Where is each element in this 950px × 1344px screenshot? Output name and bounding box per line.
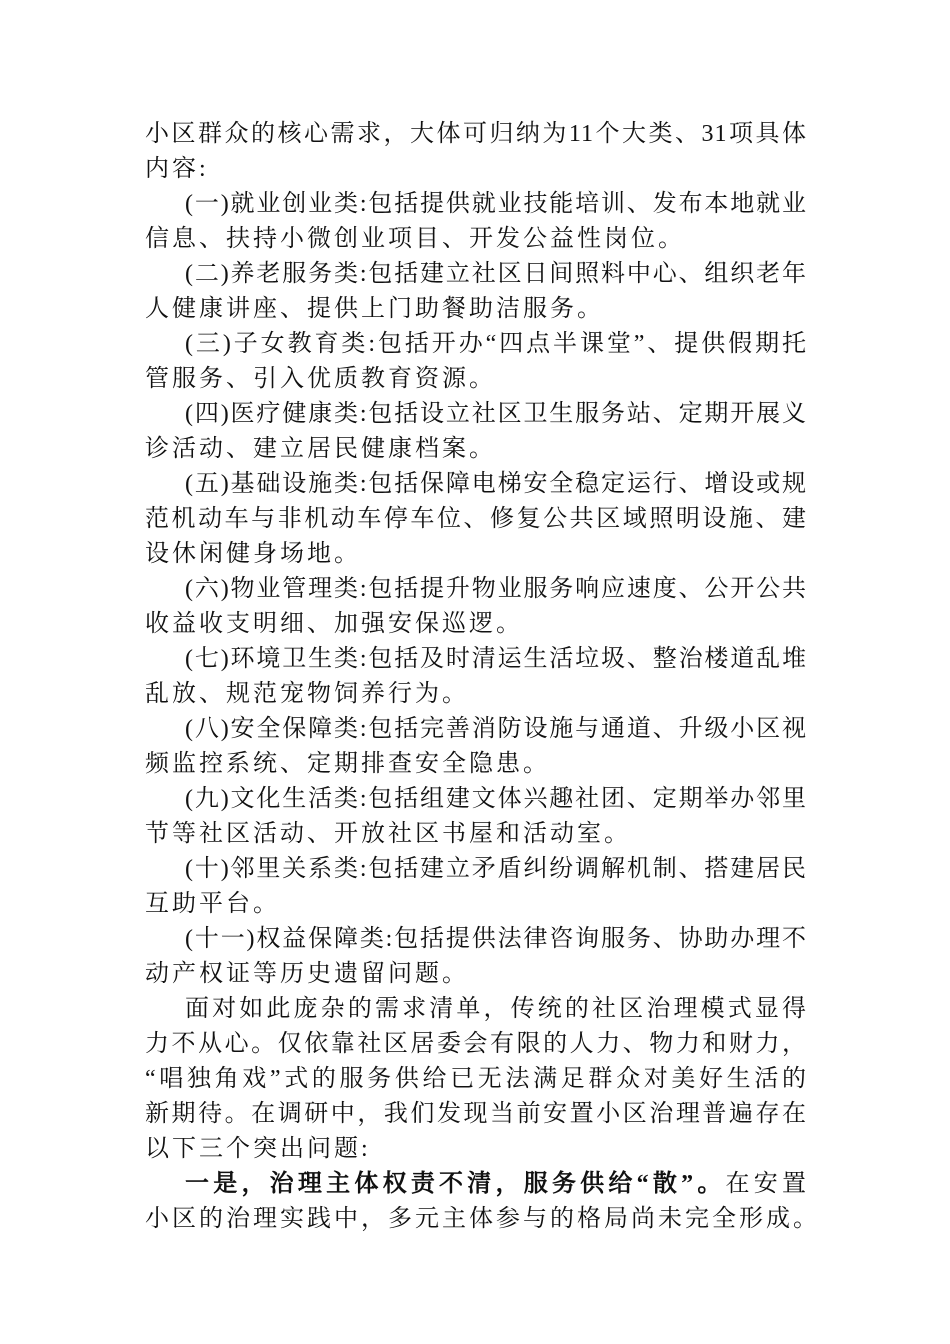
paragraph bbox=[145, 467, 807, 572]
paragraph bbox=[145, 327, 807, 397]
text-line: 面对如此庞杂的需求清单，传统的社区治理模式显得 bbox=[185, 996, 807, 1022]
text-line: 互助平台。 bbox=[145, 891, 280, 917]
text-line: 内容: bbox=[145, 156, 209, 182]
paragraph bbox=[145, 187, 807, 257]
text-line: 新期待。在调研中，我们发现当前安置小区治理普遍存在 bbox=[145, 1101, 807, 1127]
text-run: 在安置 bbox=[725, 1171, 808, 1197]
text-line: 小区的治理实践中，多元主体参与的格局尚未完全形成。 bbox=[145, 1206, 820, 1232]
text-line: 以下三个突出问题: bbox=[145, 1136, 371, 1162]
paragraph bbox=[145, 117, 807, 187]
text-line: 诊活动、建立居民健康档案。 bbox=[145, 436, 496, 462]
text-line: (一)就业创业类:包括提供就业技能培训、发布本地就业 bbox=[185, 191, 807, 217]
text-line: (五)基础设施类:包括保障电梯安全稳定运行、增设或规 bbox=[185, 471, 807, 497]
text-line: 乱放、规范宠物饲养行为。 bbox=[145, 681, 469, 707]
text-line: 设休闲健身场地。 bbox=[145, 541, 361, 567]
paragraph bbox=[145, 852, 807, 922]
text-line: (七)环境卫生类:包括及时清运生活垃圾、整治楼道乱堆 bbox=[185, 646, 807, 672]
text-line: (十一)权益保障类:包括提供法律咨询服务、协助办理不 bbox=[185, 926, 807, 952]
text-line: 力不从心。仅依靠社区居委会有限的人力、物力和财力， bbox=[145, 1031, 807, 1057]
paragraph bbox=[145, 782, 807, 852]
paragraph bbox=[145, 397, 807, 467]
text-line: (八)安全保障类:包括完善消防设施与通道、升级小区视 bbox=[185, 716, 807, 742]
text-line: 收益收支明细、加强安保巡逻。 bbox=[145, 611, 523, 637]
text-line: (三)子女教育类:包括开办“四点半课堂”、提供假期托 bbox=[185, 331, 807, 357]
text-line: (十)邻里关系类:包括建立矛盾纠纷调解机制、搭建居民 bbox=[185, 856, 807, 882]
text-line: 范机动车与非机动车停车位、修复公共区域照明设施、建 bbox=[145, 506, 807, 532]
document-page bbox=[145, 117, 820, 1237]
text-line: (六)物业管理类:包括提升物业服务响应速度、公开公共 bbox=[185, 576, 807, 602]
text-line: (九)文化生活类:包括组建文体兴趣社团、定期举办邻里 bbox=[185, 786, 807, 812]
paragraph-issue-one bbox=[145, 1167, 820, 1237]
text-line: 频监控系统、定期排查安全隐患。 bbox=[145, 751, 550, 777]
bold-heading: 一是，治理主体权责不清，服务供给“散”。 bbox=[185, 1171, 726, 1197]
paragraph bbox=[145, 257, 807, 327]
paragraph bbox=[145, 642, 807, 712]
text-line: 人健康讲座、提供上门助餐助洁服务。 bbox=[145, 296, 604, 322]
text-line: 动产权证等历史遗留问题。 bbox=[145, 961, 469, 987]
text-line: (四)医疗健康类:包括设立社区卫生服务站、定期开展义 bbox=[185, 401, 807, 427]
paragraph bbox=[145, 922, 807, 992]
paragraph bbox=[145, 572, 807, 642]
text-line: 小区群众的核心需求，大体可归纳为11个大类、31项具体 bbox=[145, 121, 807, 147]
paragraph bbox=[145, 992, 807, 1167]
text-line: 节等社区活动、开放社区书屋和活动室。 bbox=[145, 821, 631, 847]
text-line bbox=[145, 1167, 807, 1202]
text-line: 信息、扶持小微创业项目、开发公益性岗位。 bbox=[145, 226, 685, 252]
text-line: (二)养老服务类:包括建立社区日间照料中心、组织老年 bbox=[185, 261, 807, 287]
paragraph bbox=[145, 712, 807, 782]
text-line: 管服务、引入优质教育资源。 bbox=[145, 366, 496, 392]
text-line: “唱独角戏”式的服务供给已无法满足群众对美好生活的 bbox=[145, 1066, 807, 1092]
